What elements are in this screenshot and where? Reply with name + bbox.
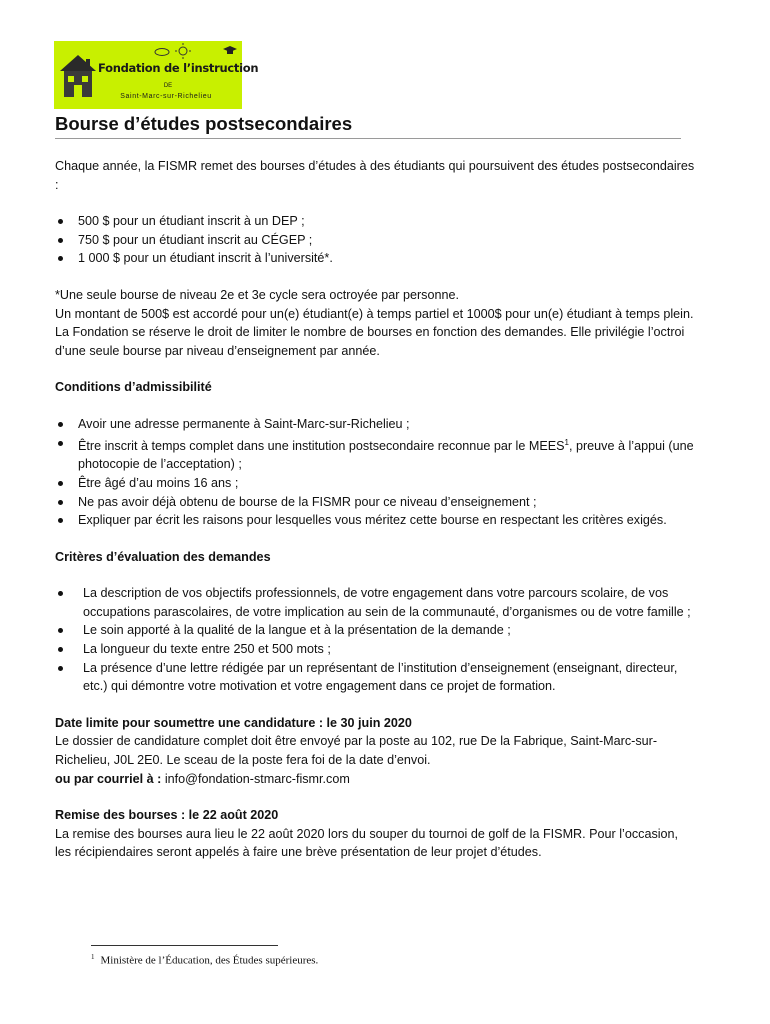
eligibility-list (55, 415, 695, 530)
list-item-text: Être inscrit à temps complet dans une institution postsecondaire reconnue par le MEES (78, 438, 565, 453)
note-one: *Une seule bourse de niveau 2e et 3e cycle sera octroyée par personne. (55, 287, 459, 302)
list-item: Ne pas avoir déjà obtenu de bourse de la FISMR pour ce niveau d’enseignement ; (55, 493, 695, 512)
note-two: Un montant de 500$ est accordé pour un(e) étudiant(e) à temps partiel et 1000$ pour un(e) étudiant à temps plein. (55, 306, 694, 321)
list-item: 1 000 $ pour un étudiant inscrit à l’université*. (55, 249, 695, 268)
eligibility-heading: Conditions d’admissibilité (55, 380, 212, 395)
deadline-email-line (55, 770, 695, 789)
deadline-text: Le dossier de candidature complet doit être envoyé par la poste au 102, rue De la Fabrique, Saint-Marc-sur-Richelieu, J0L 2E0. Le sceau de la poste fera foi de la date d’envoi. (55, 734, 658, 768)
note-three: La Fondation se réserve le droit de limiter le nombre de bourses en fonction des demandes. Elle privilégie l’octroi d’une seule bourse par niveau d’enseignement par année. (55, 325, 685, 358)
list-item: 500 $ pour un étudiant inscrit à un DEP ; (55, 212, 695, 231)
cloud-icon (154, 47, 170, 56)
list-item: Être âgé d’au moins 16 ans ; (55, 474, 695, 493)
list-item: 750 $ pour un étudiant inscrit au CÉGEP ; (55, 231, 695, 250)
award-heading: Remise des bourses : le 22 août 2020 (55, 808, 279, 823)
criteria-list (55, 584, 695, 696)
footnote-text: Ministère de l’Éducation, des Études supérieures. (100, 954, 319, 967)
logo-title: Fondation de l’instruction (98, 61, 259, 75)
email-label: ou par courriel à : (55, 771, 162, 786)
list-item: La présence d’une lettre rédigée par un représentant de l’institution d’enseignement (enseignant, directeur, etc.) qui démontre votre motivation et votre engagement dans ce projet de formation. (55, 659, 695, 696)
list-item: La longueur du texte entre 250 et 500 mots ; (55, 640, 695, 659)
list-item: Avoir une adresse permanente à Saint-Marc-sur-Richelieu ; (55, 415, 695, 434)
footnote-ref[interactable]: 1 (564, 437, 569, 447)
logo-de: DE (163, 83, 173, 89)
list-item: Le soin apporté à la qualité de la langue et à la présentation de la demande ; (55, 621, 695, 640)
sun-icon (174, 43, 192, 59)
list-item (55, 434, 695, 474)
foundation-logo (54, 41, 259, 109)
award-text: La remise des bourses aura lieu le 22 août 2020 lors du souper du tournoi de golf de la FISMR. Pour l’occasion, les récipiendaires seront appelés à faire une brève présentation de leur projet d’études. (55, 826, 679, 860)
page-title: Bourse d’études postsecondaires (55, 113, 353, 134)
footnote-mark: 1 (91, 953, 95, 961)
criteria-heading: Critères d’évaluation des demandes (55, 549, 271, 564)
footnote-rule (91, 945, 278, 946)
title-rule (55, 138, 681, 139)
intro-paragraph: Chaque année, la FISMR remet des bourses d’études à des étudiants qui poursuivent des études postsecondaires : (55, 159, 695, 192)
document-body (55, 157, 695, 862)
footnote (91, 953, 318, 967)
list-item: Expliquer par écrit les raisons pour lesquelles vous méritez cette bourse en respectant les critères exigés. (55, 511, 695, 530)
logo-subtitle: Saint-Marc-sur-Richelieu (120, 93, 212, 100)
list-item-text-rest: , preuve à l’appui (une photocopie de l’acceptation) ; (78, 438, 694, 472)
graduation-cap-icon (222, 44, 238, 56)
list-item: La description de vos objectifs professionnels, de votre engagement dans votre parcours scolaire, de vos occupations parascolaires, de votre implication au sein de la communauté, d’organismes ou de votre famille ; (55, 584, 695, 621)
house-icon (58, 51, 98, 99)
deadline-heading: Date limite pour soumettre une candidature : le 30 juin 2020 (55, 715, 412, 730)
amounts-list (55, 212, 695, 268)
email-link[interactable]: info@fondation-stmarc-fismr.com (161, 771, 350, 786)
